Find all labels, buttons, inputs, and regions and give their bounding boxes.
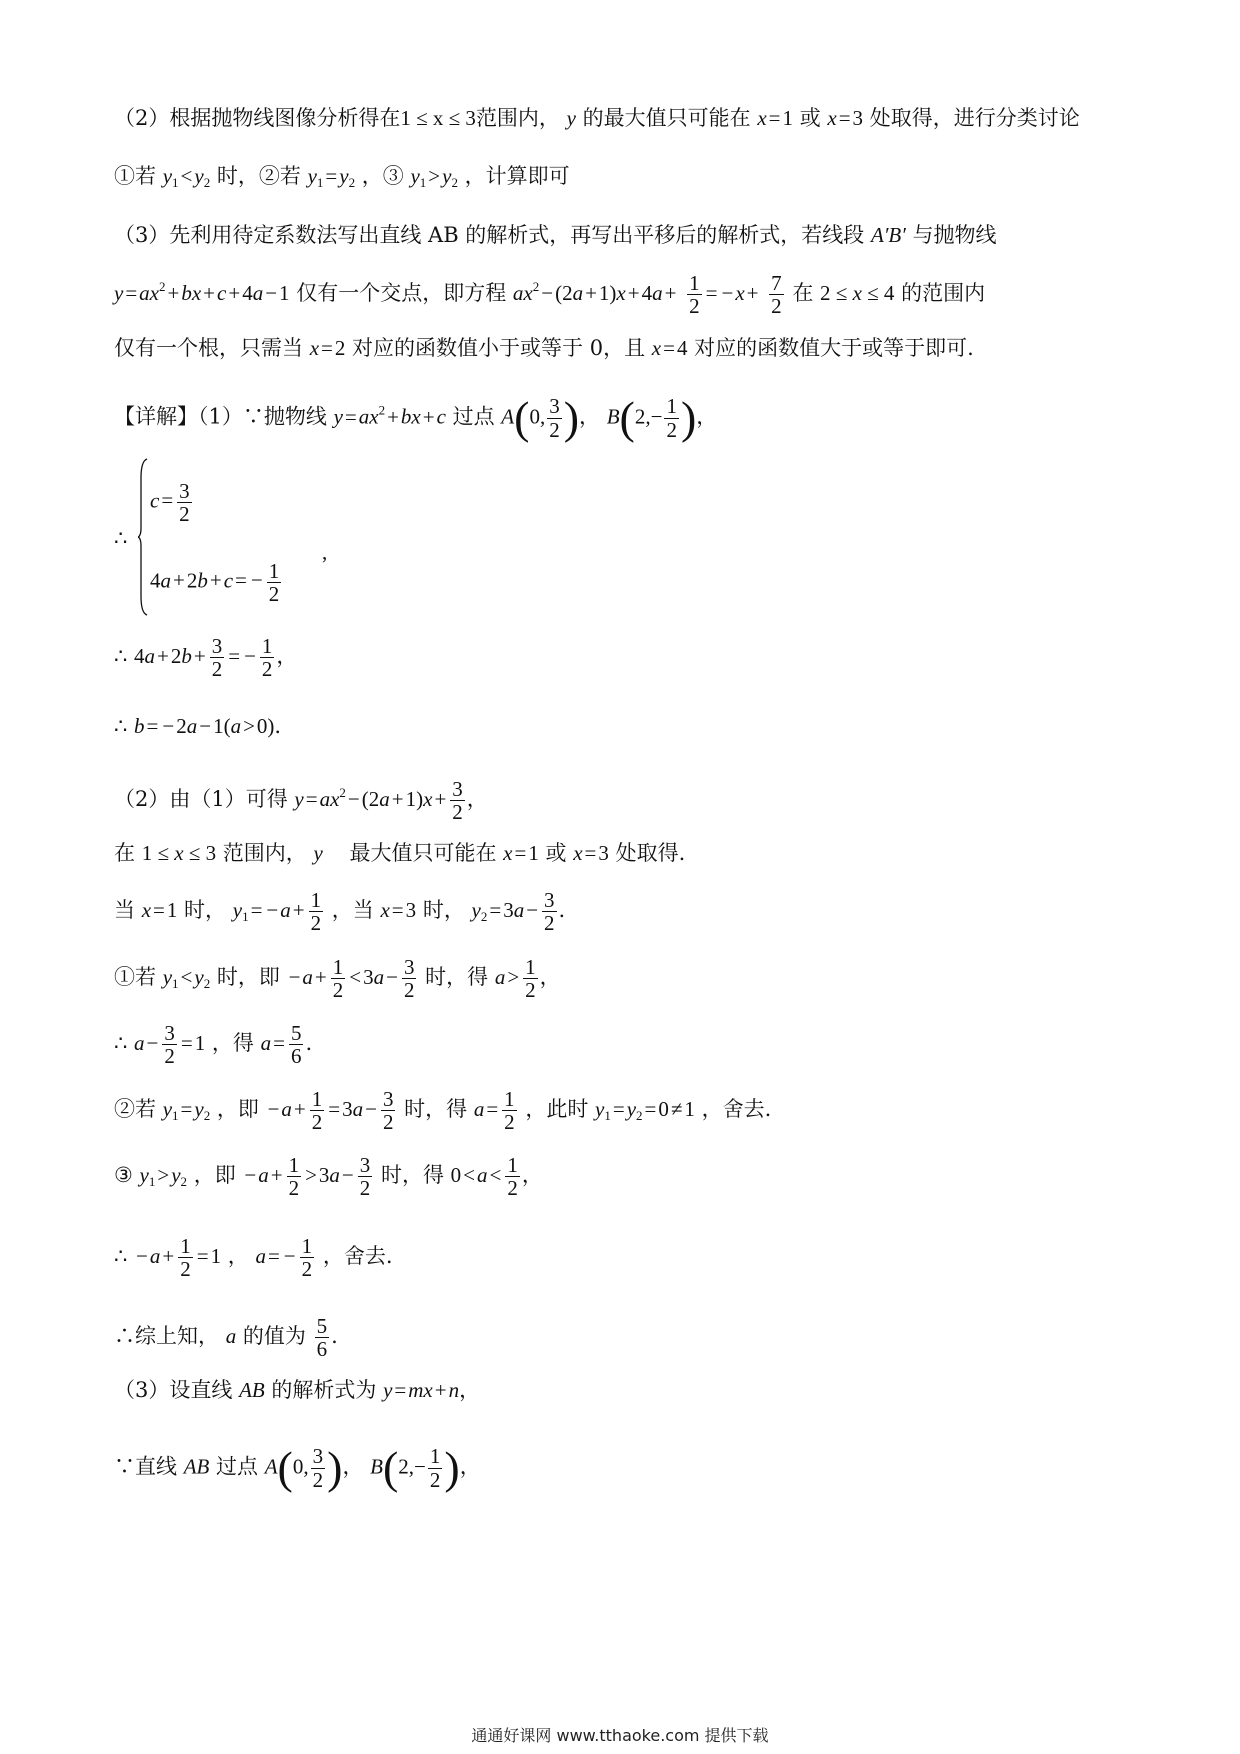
text-line-10: （2）由（1）可得 $y=ax^2-(2a+1)x+$ $\frac{3}{2}$ ， (114, 777, 488, 825)
text-line-3: （3）先利用待定系数法写出直线 AB 的解析式，再写出平移后的解析式，若线段 A′B′ 与抛物线 (114, 223, 997, 247)
text-line-15: ②若 $y_1=y_2$ ，即 −a+ $\frac{1}{2}$ =3a− $\frac{3}{2}$ 时，得 a= $\frac{1}{2}$ ，此时 $y_1=y_2=0\ne 1$ ，舍去. (114, 1087, 772, 1135)
text-line-17: ∴ −a+ $\frac{1}{2}$ =1 ， a= − $\frac{1}{2}$ ，舍去. (114, 1234, 393, 1282)
text-line-6: 【详解】（1）∵抛物线 $y=ax^2+bx+c$ 过点 A(0, $\frac{3}{2}$ )， B(2,− $\frac{1}{2}$ )， (114, 392, 718, 443)
text-line-5: 仅有一个根，只需当 x=2 对应的函数值小于或等于 0，且 x=4 对应的函数值大于或等于即可. (114, 336, 974, 360)
text-line-2: ①若 $y_1<y_2$ 时，②若 $y_1=y_2$ ，③ $y_1>y_2$ ，计算即可 (114, 164, 570, 190)
equation-system-row-2: 4a+2b+c= − $\frac{1}{2}$ (150, 559, 280, 607)
equation-system-row-1: c= $\frac{3}{2}$ (150, 479, 190, 527)
text-line-12: 当 x=1 时， $y_1= -a+$ $\frac{1}{2}$ ，当 x=3 时， $y_2=3a-$ $\frac{3}{2}$ . (114, 888, 566, 936)
text-line-20: ∵直线 AB 过点 A(0, $\frac{3}{2}$ )， B(2,− $\frac{1}{2}$ )， (114, 1442, 481, 1493)
text-line-13: ①若 $y_1<y_2$ 时，即 −a+ $\frac{1}{2}$ <3a− $\frac{3}{2}$ 时，得 a> $\frac{1}{2}$ ， (114, 955, 561, 1003)
text-line-19: （3）设直线 AB 的解析式为 y=mx+n， (114, 1378, 481, 1402)
text-line-11: 在 1 ≤ x ≤ 3 范围内， y 最大值只可能在 x=1 或 x=3 处取得. (114, 841, 686, 865)
text-line-9: ∴ b= −2a−1(a>0). (114, 714, 282, 738)
text-line-14: ∴ a− $\frac{3}{2}$ =1 ，得 a= $\frac{5}{6}$ . (114, 1021, 313, 1069)
brace-icon (138, 458, 148, 616)
text-line-16: ③ $y_1>y_2$ ，即 −a+ $\frac{1}{2}$ >3a− $\frac{3}{2}$ 时，得 0<a< $\frac{1}{2}$ ， (114, 1153, 543, 1201)
text-line-4: $y=ax^2+bx+c+4a-1$ 仅有一个交点，即方程 $ax^2-(2a+1)x+4a+$ $\frac{1}{2}$ = −x+ $\frac{7}{2}$ 在 2 ≤ x ≤ 4 的范围内 (114, 271, 986, 319)
math-range: 1 ≤ x ≤ 3 (400, 106, 476, 130)
page-footer: 通通好课网 www.tthaoke.com 提供下载 (471, 1726, 769, 1745)
text-line-18: ∴综上知， a 的值为 $\frac{5}{6}$ . (114, 1314, 338, 1362)
text-line-8: ∴ 4a+2b+ $\frac{3}{2}$ = − $\frac{1}{2}$ ， (114, 634, 298, 682)
text-line-1: （2）根据抛物线图像分析得在1 ≤ x ≤ 3范围内， y 的最大值只可能在 x=1 或 x=3 处取得，进行分类讨论 (114, 106, 1080, 130)
text-line-7: ∴ (114, 526, 128, 550)
